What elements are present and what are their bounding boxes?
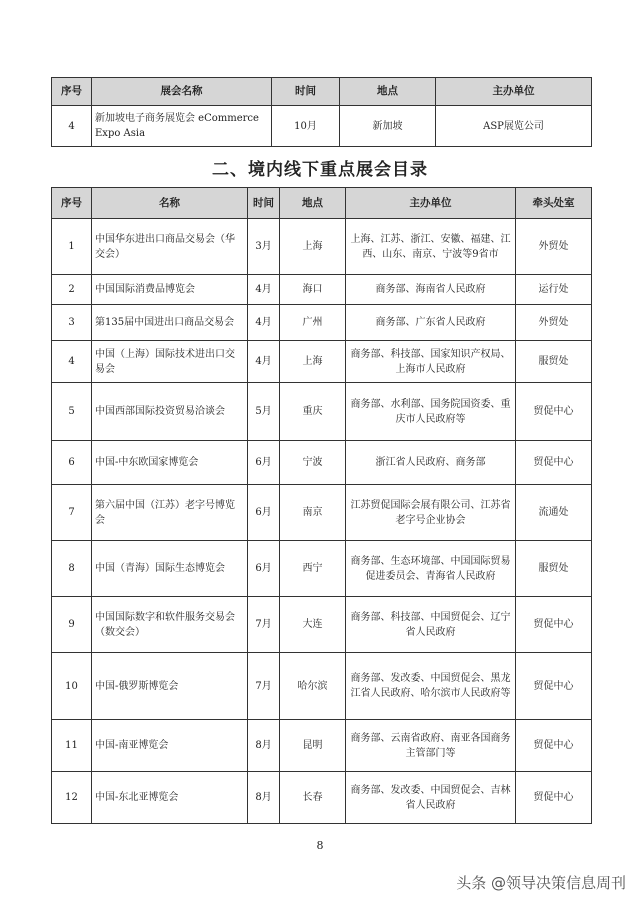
table-row [52, 653, 592, 720]
page-number: 8 [316, 839, 324, 852]
row-organizer: ASP展览公司 [436, 106, 592, 147]
row-location: 海口 [280, 275, 346, 305]
header-organizer: 主办单位 [436, 78, 592, 106]
row-index: 3 [52, 305, 92, 341]
header-location: 地点 [280, 188, 346, 219]
table-row [52, 219, 592, 275]
row-lead-department: 贸促中心 [516, 441, 592, 485]
table-row [52, 597, 592, 653]
row-location: 上海 [280, 341, 346, 383]
row-organizer: 江苏贸促国际会展有限公司、江苏省老字号企业协会 [346, 485, 516, 541]
row-organizer: 商务部、海南省人民政府 [346, 275, 516, 305]
row-organizer: 商务部、发改委、中国贸促会、黑龙江省人民政府、哈尔滨市人民政府等 [346, 653, 516, 720]
row-location: 南京 [280, 485, 346, 541]
row-time: 7月 [248, 597, 280, 653]
header-location: 地点 [340, 78, 436, 106]
table-row [52, 441, 592, 485]
row-location: 昆明 [280, 720, 346, 772]
row-name: 第135届中国进出口商品交易会 [92, 305, 248, 341]
row-organizer: 商务部、广东省人民政府 [346, 305, 516, 341]
row-name: 中国国际消费品博览会 [92, 275, 248, 305]
row-lead-department: 服贸处 [516, 341, 592, 383]
header-name: 展会名称 [92, 78, 272, 106]
row-location: 西宁 [280, 541, 346, 597]
row-lead-department: 贸促中心 [516, 772, 592, 824]
row-index: 5 [52, 383, 92, 441]
row-location: 广州 [280, 305, 346, 341]
table-row [52, 485, 592, 541]
row-index: 11 [52, 720, 92, 772]
table-row [52, 772, 592, 824]
row-location: 长春 [280, 772, 346, 824]
table-row [52, 541, 592, 597]
table-row [52, 720, 592, 772]
table-header-row [52, 78, 592, 106]
row-time: 6月 [248, 541, 280, 597]
table-row [52, 341, 592, 383]
row-name: 中国西部国际投资贸易洽谈会 [92, 383, 248, 441]
row-location: 重庆 [280, 383, 346, 441]
row-time: 6月 [248, 441, 280, 485]
row-lead-department: 外贸处 [516, 219, 592, 275]
row-organizer: 浙江省人民政府、商务部 [346, 441, 516, 485]
row-time: 3月 [248, 219, 280, 275]
row-lead-department: 运行处 [516, 275, 592, 305]
row-name: 中国-南亚博览会 [92, 720, 248, 772]
row-index: 4 [52, 341, 92, 383]
table-row [52, 275, 592, 305]
header-index: 序号 [52, 78, 92, 106]
section-title: 二、境内线下重点展会目录 [212, 160, 428, 180]
row-index: 6 [52, 441, 92, 485]
row-organizer: 商务部、水利部、国务院国资委、重庆市人民政府等 [346, 383, 516, 441]
row-name: 中国-俄罗斯博览会 [92, 653, 248, 720]
header-organizer: 主办单位 [346, 188, 516, 219]
row-lead-department: 流通处 [516, 485, 592, 541]
row-index: 10 [52, 653, 92, 720]
row-time: 4月 [248, 341, 280, 383]
row-index: 8 [52, 541, 92, 597]
row-location: 哈尔滨 [280, 653, 346, 720]
row-index: 1 [52, 219, 92, 275]
row-name: 中国国际数字和软件服务交易会（数交会） [92, 597, 248, 653]
row-index: 7 [52, 485, 92, 541]
row-time: 4月 [248, 275, 280, 305]
row-name: 中国-东北亚博览会 [92, 772, 248, 824]
row-organizer: 商务部、云南省政府、南亚各国商务主管部门等 [346, 720, 516, 772]
row-location: 宁波 [280, 441, 346, 485]
header-lead-department: 牵头处室 [516, 188, 592, 219]
header-time: 时间 [272, 78, 340, 106]
row-index: 4 [52, 106, 92, 147]
domestic-exhibition-table [51, 187, 592, 824]
header-time: 时间 [248, 188, 280, 219]
row-time: 8月 [248, 772, 280, 824]
row-location: 大连 [280, 597, 346, 653]
row-organizer: 商务部、科技部、国家知识产权局、上海市人民政府 [346, 341, 516, 383]
header-index: 序号 [52, 188, 92, 219]
row-lead-department: 贸促中心 [516, 597, 592, 653]
row-location: 新加坡 [340, 106, 436, 147]
row-name: 中国-中东欧国家博览会 [92, 441, 248, 485]
table-header-row [52, 188, 592, 219]
row-location: 上海 [280, 219, 346, 275]
row-lead-department: 贸促中心 [516, 653, 592, 720]
table-row [52, 383, 592, 441]
row-organizer: 商务部、科技部、中国贸促会、辽宁省人民政府 [346, 597, 516, 653]
header-name: 名称 [92, 188, 248, 219]
row-index: 12 [52, 772, 92, 824]
row-lead-department: 贸促中心 [516, 720, 592, 772]
row-time: 5月 [248, 383, 280, 441]
row-time: 8月 [248, 720, 280, 772]
row-lead-department: 服贸处 [516, 541, 592, 597]
table-row [52, 305, 592, 341]
row-time: 4月 [248, 305, 280, 341]
row-name: 中国（青海）国际生态博览会 [92, 541, 248, 597]
row-lead-department: 贸促中心 [516, 383, 592, 441]
row-name: 中国华东进出口商品交易会（华交会） [92, 219, 248, 275]
watermark: 头条 @领导决策信息周刊 [456, 874, 626, 892]
row-name: 中国（上海）国际技术进出口交易会 [92, 341, 248, 383]
row-index: 9 [52, 597, 92, 653]
row-time: 10月 [272, 106, 340, 147]
overseas-exhibition-table [51, 77, 592, 147]
row-index: 2 [52, 275, 92, 305]
row-organizer: 商务部、发改委、中国贸促会、吉林省人民政府 [346, 772, 516, 824]
row-time: 6月 [248, 485, 280, 541]
row-lead-department: 外贸处 [516, 305, 592, 341]
row-name: 第六届中国（江苏）老字号博览会 [92, 485, 248, 541]
row-name: 新加坡电子商务展览会 eCommerce Expo Asia [92, 106, 272, 147]
table-row [52, 106, 592, 147]
row-organizer: 上海、江苏、浙江、安徽、福建、江西、山东、南京、宁波等9省市 [346, 219, 516, 275]
row-time: 7月 [248, 653, 280, 720]
row-organizer: 商务部、生态环境部、中国国际贸易促进委员会、青海省人民政府 [346, 541, 516, 597]
